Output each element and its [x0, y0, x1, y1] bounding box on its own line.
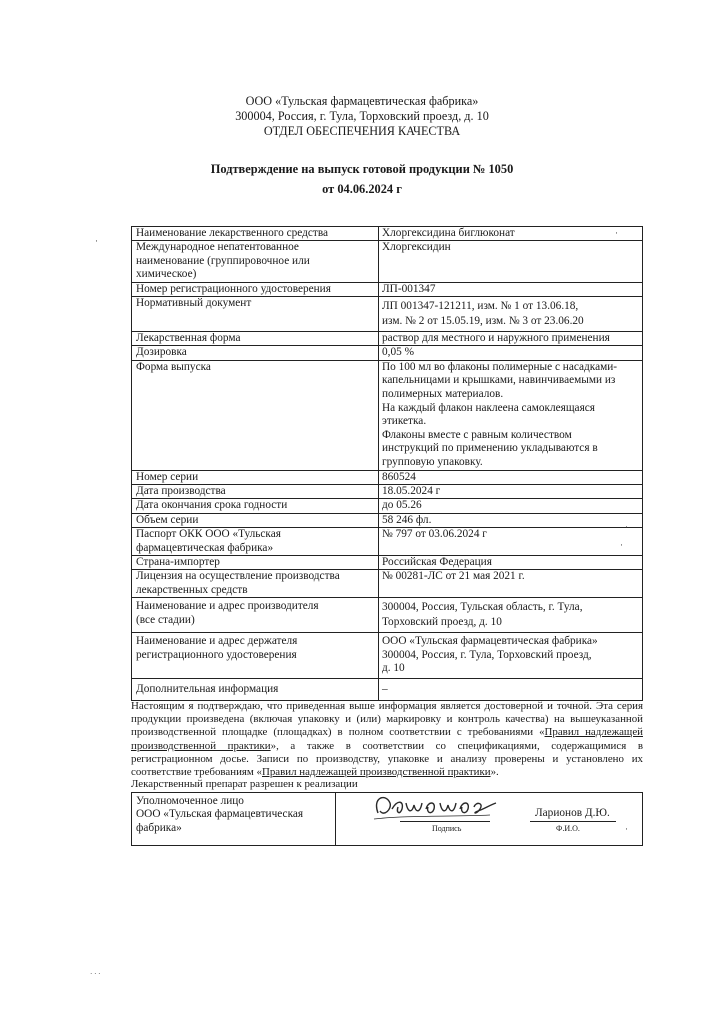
authorized-person: Уполномоченное лицо ООО «Тульская фармацевтическая фабрика»	[132, 793, 336, 846]
release-statement: Лекарственный препарат разрешен к реализации	[131, 778, 358, 790]
table-row	[132, 485, 643, 499]
row-value: 58 246 фл.	[379, 513, 643, 527]
scan-speck: ·	[615, 228, 618, 238]
row-label: Наименование и адрес производителя (все стадии)	[132, 598, 379, 633]
row-value: ЛП-001347	[379, 282, 643, 296]
table-row	[132, 470, 643, 484]
row-value: По 100 мл во флаконы полимерные с насадками- капельницами и крышками, навинчиваемыми из полимерных материалов. На каждый флакон наклеена самоклеящаяся этикетка. Флаконы вместе с равным количеством инструкций по применению укладываются в групповую упаковку.	[379, 360, 643, 470]
table-row	[132, 598, 643, 633]
scan-speck: ·	[625, 824, 628, 834]
table-row	[132, 346, 643, 360]
row-value: № 00281-ЛС от 21 мая 2021 г.	[379, 570, 643, 598]
row-label: Международное непатентованное наименование (группировочное или химическое)	[132, 241, 379, 282]
table-row	[132, 499, 643, 513]
row-label: Дата производства	[132, 485, 379, 499]
row-value: раствор для местного и наружного применения	[379, 332, 643, 346]
scan-speck: ·	[625, 522, 628, 532]
row-value: ЛП 001347-121211, изм. № 1 от 13.06.18, изм. № 2 от 15.05.19, изм. № 3 от 23.06.20	[379, 297, 643, 332]
table-row	[132, 297, 643, 332]
row-value: 0,05 %	[379, 346, 643, 360]
declaration-text: Настоящим я подтверждаю, что приведенная выше информация является достоверной и точной. Эта серия продукции произведена (включая упаковку и (или) маркировку и контроль качества) на вышеуказанной производственной площадке (площадках) в полном соответствии с требованиями «Правил надлежащей производственной практики», а также в соответствии со спецификациями, содержащимися в регистрационном досье. Записи по производству, упаковке и анализу проверены и установлено их соответствие требованиям «Правил надлежащей производственной практики».	[131, 700, 644, 779]
gmp-rules-link: Правил надлежащей производственной практики	[261, 766, 491, 779]
row-value: Хлоргексидин	[379, 241, 643, 282]
gmp-rules-link: Правил надлежащей производственной практики	[131, 726, 643, 752]
signature-block	[336, 793, 643, 846]
table-row	[132, 227, 643, 241]
row-value: 860524	[379, 470, 643, 484]
document-title: Подтверждение на выпуск готовой продукции № 1050	[210, 162, 514, 176]
row-label: Форма выпуска	[132, 360, 379, 470]
table-row	[132, 360, 643, 470]
table-row	[132, 332, 643, 346]
row-label: Номер регистрационного удостоверения	[132, 282, 379, 296]
row-value: Хлоргексидина биглюконат	[379, 227, 643, 241]
row-label: Дата окончания срока годности	[132, 499, 379, 513]
table-row	[132, 528, 643, 556]
row-label: Лицензия на осуществление производства лекарственных средств	[132, 570, 379, 598]
table-row	[132, 570, 643, 598]
row-value: до 05.26	[379, 499, 643, 513]
row-value: 18.05.2024 г	[379, 485, 643, 499]
row-value: № 797 от 03.06.2024 г	[379, 528, 643, 556]
row-label: Нормативный документ	[132, 297, 379, 332]
table-row	[132, 241, 643, 282]
table-row	[132, 633, 643, 679]
row-label: Дозировка	[132, 346, 379, 360]
row-value: Российская Федерация	[379, 556, 643, 570]
table-row	[132, 282, 643, 296]
department-name: ОТДЕЛ ОБЕСПЕЧЕНИЯ КАЧЕСТВА	[263, 124, 461, 138]
table-row	[132, 679, 643, 701]
row-label: Наименование лекарственного средства	[132, 227, 379, 241]
row-label: Лекарственная форма	[132, 332, 379, 346]
row-value: ООО «Тульская фармацевтическая фабрика» 300004, Россия, г. Тула, Торховский проезд, д. 10	[379, 633, 643, 679]
row-value: –	[379, 679, 643, 701]
table-row	[132, 793, 643, 846]
document-date: от 04.06.2024 г	[322, 182, 402, 196]
signature-caption: Подпись	[432, 824, 462, 833]
row-label: Дополнительная информация	[132, 679, 379, 701]
row-label: Паспорт ОКК ООО «Тульская фармацевтическая фабрика»	[132, 528, 379, 556]
table-row	[132, 513, 643, 527]
product-info-table	[131, 226, 643, 701]
handwritten-signature	[370, 791, 510, 823]
scan-speck: ·	[95, 236, 98, 246]
company-name: ООО «Тульская фармацевтическая фабрика»	[245, 94, 479, 108]
scan-speck: ·	[620, 540, 623, 550]
signer-name: Ларионов Д.Ю.	[535, 807, 610, 819]
signature-table	[131, 792, 643, 846]
row-label: Страна-импортер	[132, 556, 379, 570]
table-row	[132, 556, 643, 570]
name-caption: Ф.И.О.	[556, 824, 580, 833]
scan-speck: · · ·	[90, 970, 101, 978]
row-label: Наименование и адрес держателя регистрационного удостоверения	[132, 633, 379, 679]
row-value: 300004, Россия, Тульская область, г. Тула, Торховский проезд, д. 10	[379, 598, 643, 633]
company-address: 300004, Россия, г. Тула, Торховский проезд, д. 10	[235, 109, 489, 123]
row-label: Объем серии	[132, 513, 379, 527]
row-label: Номер серии	[132, 470, 379, 484]
